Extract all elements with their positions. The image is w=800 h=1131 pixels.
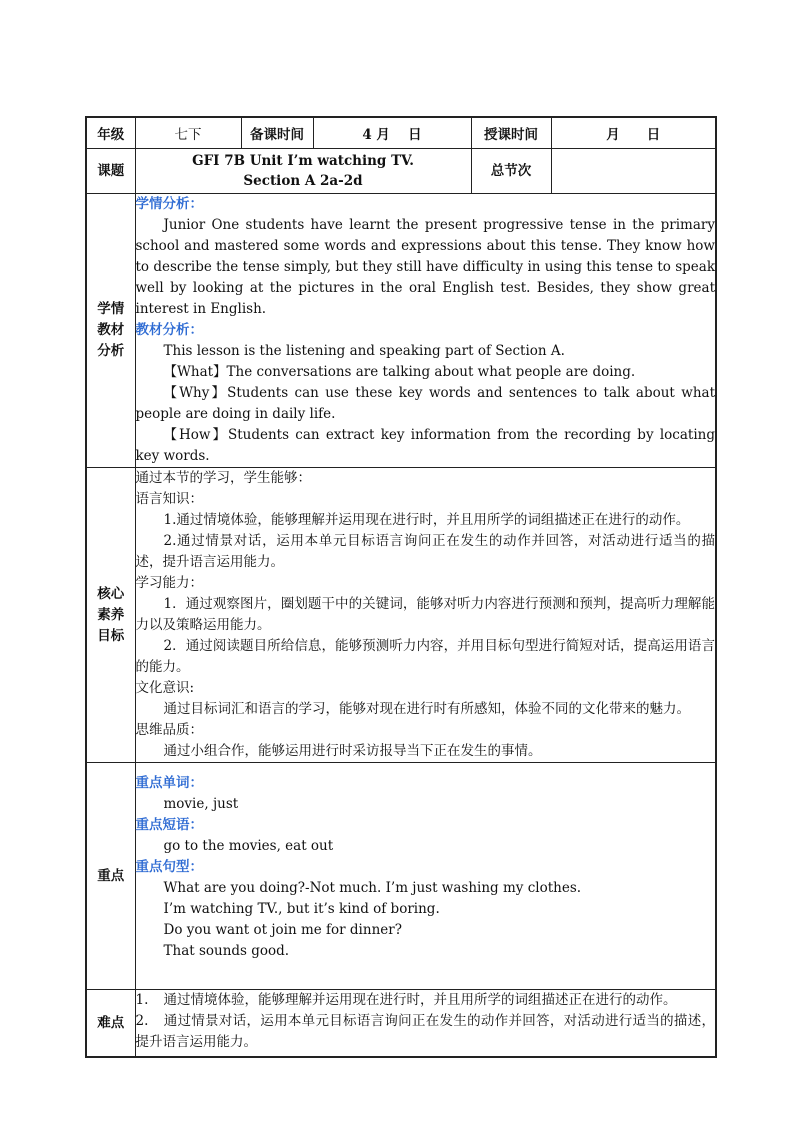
teach-time-label: 授课时间 xyxy=(471,117,551,149)
difficulty-item xyxy=(136,990,716,1011)
key-words: movie, just xyxy=(163,796,239,812)
culture-heading: 文化意识: xyxy=(135,680,195,696)
culture-goal: 通过目标词汇和语言的学习，能够对现在进行时有所感知，体验不同的文化带来的魅力。 xyxy=(163,701,690,717)
goals-row xyxy=(86,468,716,763)
language-knowledge-heading: 语言知识： xyxy=(135,491,203,507)
grade-value: 七下 xyxy=(135,117,241,149)
learning-goal-2: 2．通过阅读题目所给信息，能够预测听力内容，并用目标句型进行简短对话，提高运用语言的能力。 xyxy=(135,638,715,675)
difficulties-content xyxy=(135,990,716,1058)
how-text: 【How】Students can extract key information from the recording by locating key words. xyxy=(135,427,715,464)
difficulty-text: 通过情境体验，能够理解并运用现在进行时，并且用所学的词组描述正在进行的动作。 xyxy=(163,992,677,1008)
goals-content xyxy=(135,468,716,763)
material-intro: This lesson is the listening and speaking part of Section A. xyxy=(163,343,565,359)
learning-ability-heading: 学习能力： xyxy=(135,575,203,591)
student-analysis-heading: 学情分析： xyxy=(135,196,203,212)
language-goal-2: 2.通过情景对话，运用本单元目标语言询问正在发生的动作并回答，对活动进行适当的描述，提升语言运用能力。 xyxy=(135,533,715,570)
difficulties-label: 难点 xyxy=(86,990,135,1058)
thinking-goal: 通过小组合作，能够运用进行时采访报导当下正在发生的事情。 xyxy=(163,743,542,759)
material-analysis-heading: 教材分析： xyxy=(135,322,203,338)
analysis-content xyxy=(135,194,716,468)
what-text: 【What】The conversations are talking about what people are doing. xyxy=(163,364,636,380)
key-points-label: 重点 xyxy=(86,763,135,990)
prep-time-label: 备课时间 xyxy=(241,117,313,149)
topic-row xyxy=(86,149,716,194)
teach-time-value: 月 日 xyxy=(551,117,716,149)
key-words-heading: 重点单词： xyxy=(135,775,203,791)
difficulty-item xyxy=(136,1011,716,1053)
topic-title-line1: GFI 7B Unit I’m watching TV. xyxy=(192,153,414,169)
key-sentence: That sounds good. xyxy=(163,943,290,959)
why-text: 【Why】Students can use these key words and sentences to talk about what people are doing in daily life. xyxy=(135,385,715,422)
key-phrases-heading: 重点短语： xyxy=(135,817,203,833)
difficulty-number: 1. xyxy=(135,992,149,1008)
key-sentence: What are you doing?-Not much. I’m just washing my clothes. xyxy=(163,880,582,896)
analysis-label: 学情 教材 分析 xyxy=(86,194,135,468)
total-sessions-value xyxy=(551,149,716,194)
goals-label: 核心 素养 目标 xyxy=(86,468,135,763)
key-points-content xyxy=(135,763,716,990)
analysis-row xyxy=(86,194,716,468)
goals-intro: 通过本节的学习，学生能够： xyxy=(135,470,311,486)
difficulty-number: 2. xyxy=(135,1013,149,1029)
key-sentence: I’m watching TV., but it’s kind of boring. xyxy=(163,901,440,917)
learning-goal-1: 1．通过观察图片，圈划题干中的关键词，能够对听力内容进行预测和预判，提高听力理解能力以及策略运用能力。 xyxy=(135,596,715,633)
difficulties-row xyxy=(86,990,716,1058)
thinking-heading: 思维品质： xyxy=(135,722,203,738)
key-sentences-heading: 重点句型： xyxy=(135,859,203,875)
language-goal-1: 1.通过情境体验，能够理解并运用现在进行时，并且用所学的词组描述正在进行的动作。 xyxy=(163,512,690,528)
difficulty-text: 通过情景对话，运用本单元目标语言询问正在发生的动作并回答，对活动进行适当的描述，提升语言运用能力。 xyxy=(135,1013,715,1050)
topic-label: 课题 xyxy=(86,149,135,194)
grade-label: 年级 xyxy=(86,117,135,149)
lesson-plan-sheet xyxy=(85,116,715,1058)
header-row xyxy=(86,117,716,149)
key-sentence: Do you want ot join me for dinner? xyxy=(163,922,402,938)
student-analysis-text: Junior One students have learnt the present progressive tense in the primary school and mastered some words and expressions about this tense. They know how to describe the tense simply, but they still have difficulty in using this tense to speak well by looking at the pictures in the oral English test. Besides, they show great interest in English. xyxy=(135,217,715,317)
topic-title xyxy=(135,149,471,194)
key-phrases: go to the movies, eat out xyxy=(163,838,334,854)
lesson-plan-table xyxy=(85,116,717,1058)
key-points-row xyxy=(86,763,716,990)
total-sessions-label: 总节次 xyxy=(471,149,551,194)
prep-time-value: 4 月 日 xyxy=(313,117,471,149)
topic-title-line2: Section A 2a-2d xyxy=(243,173,363,189)
